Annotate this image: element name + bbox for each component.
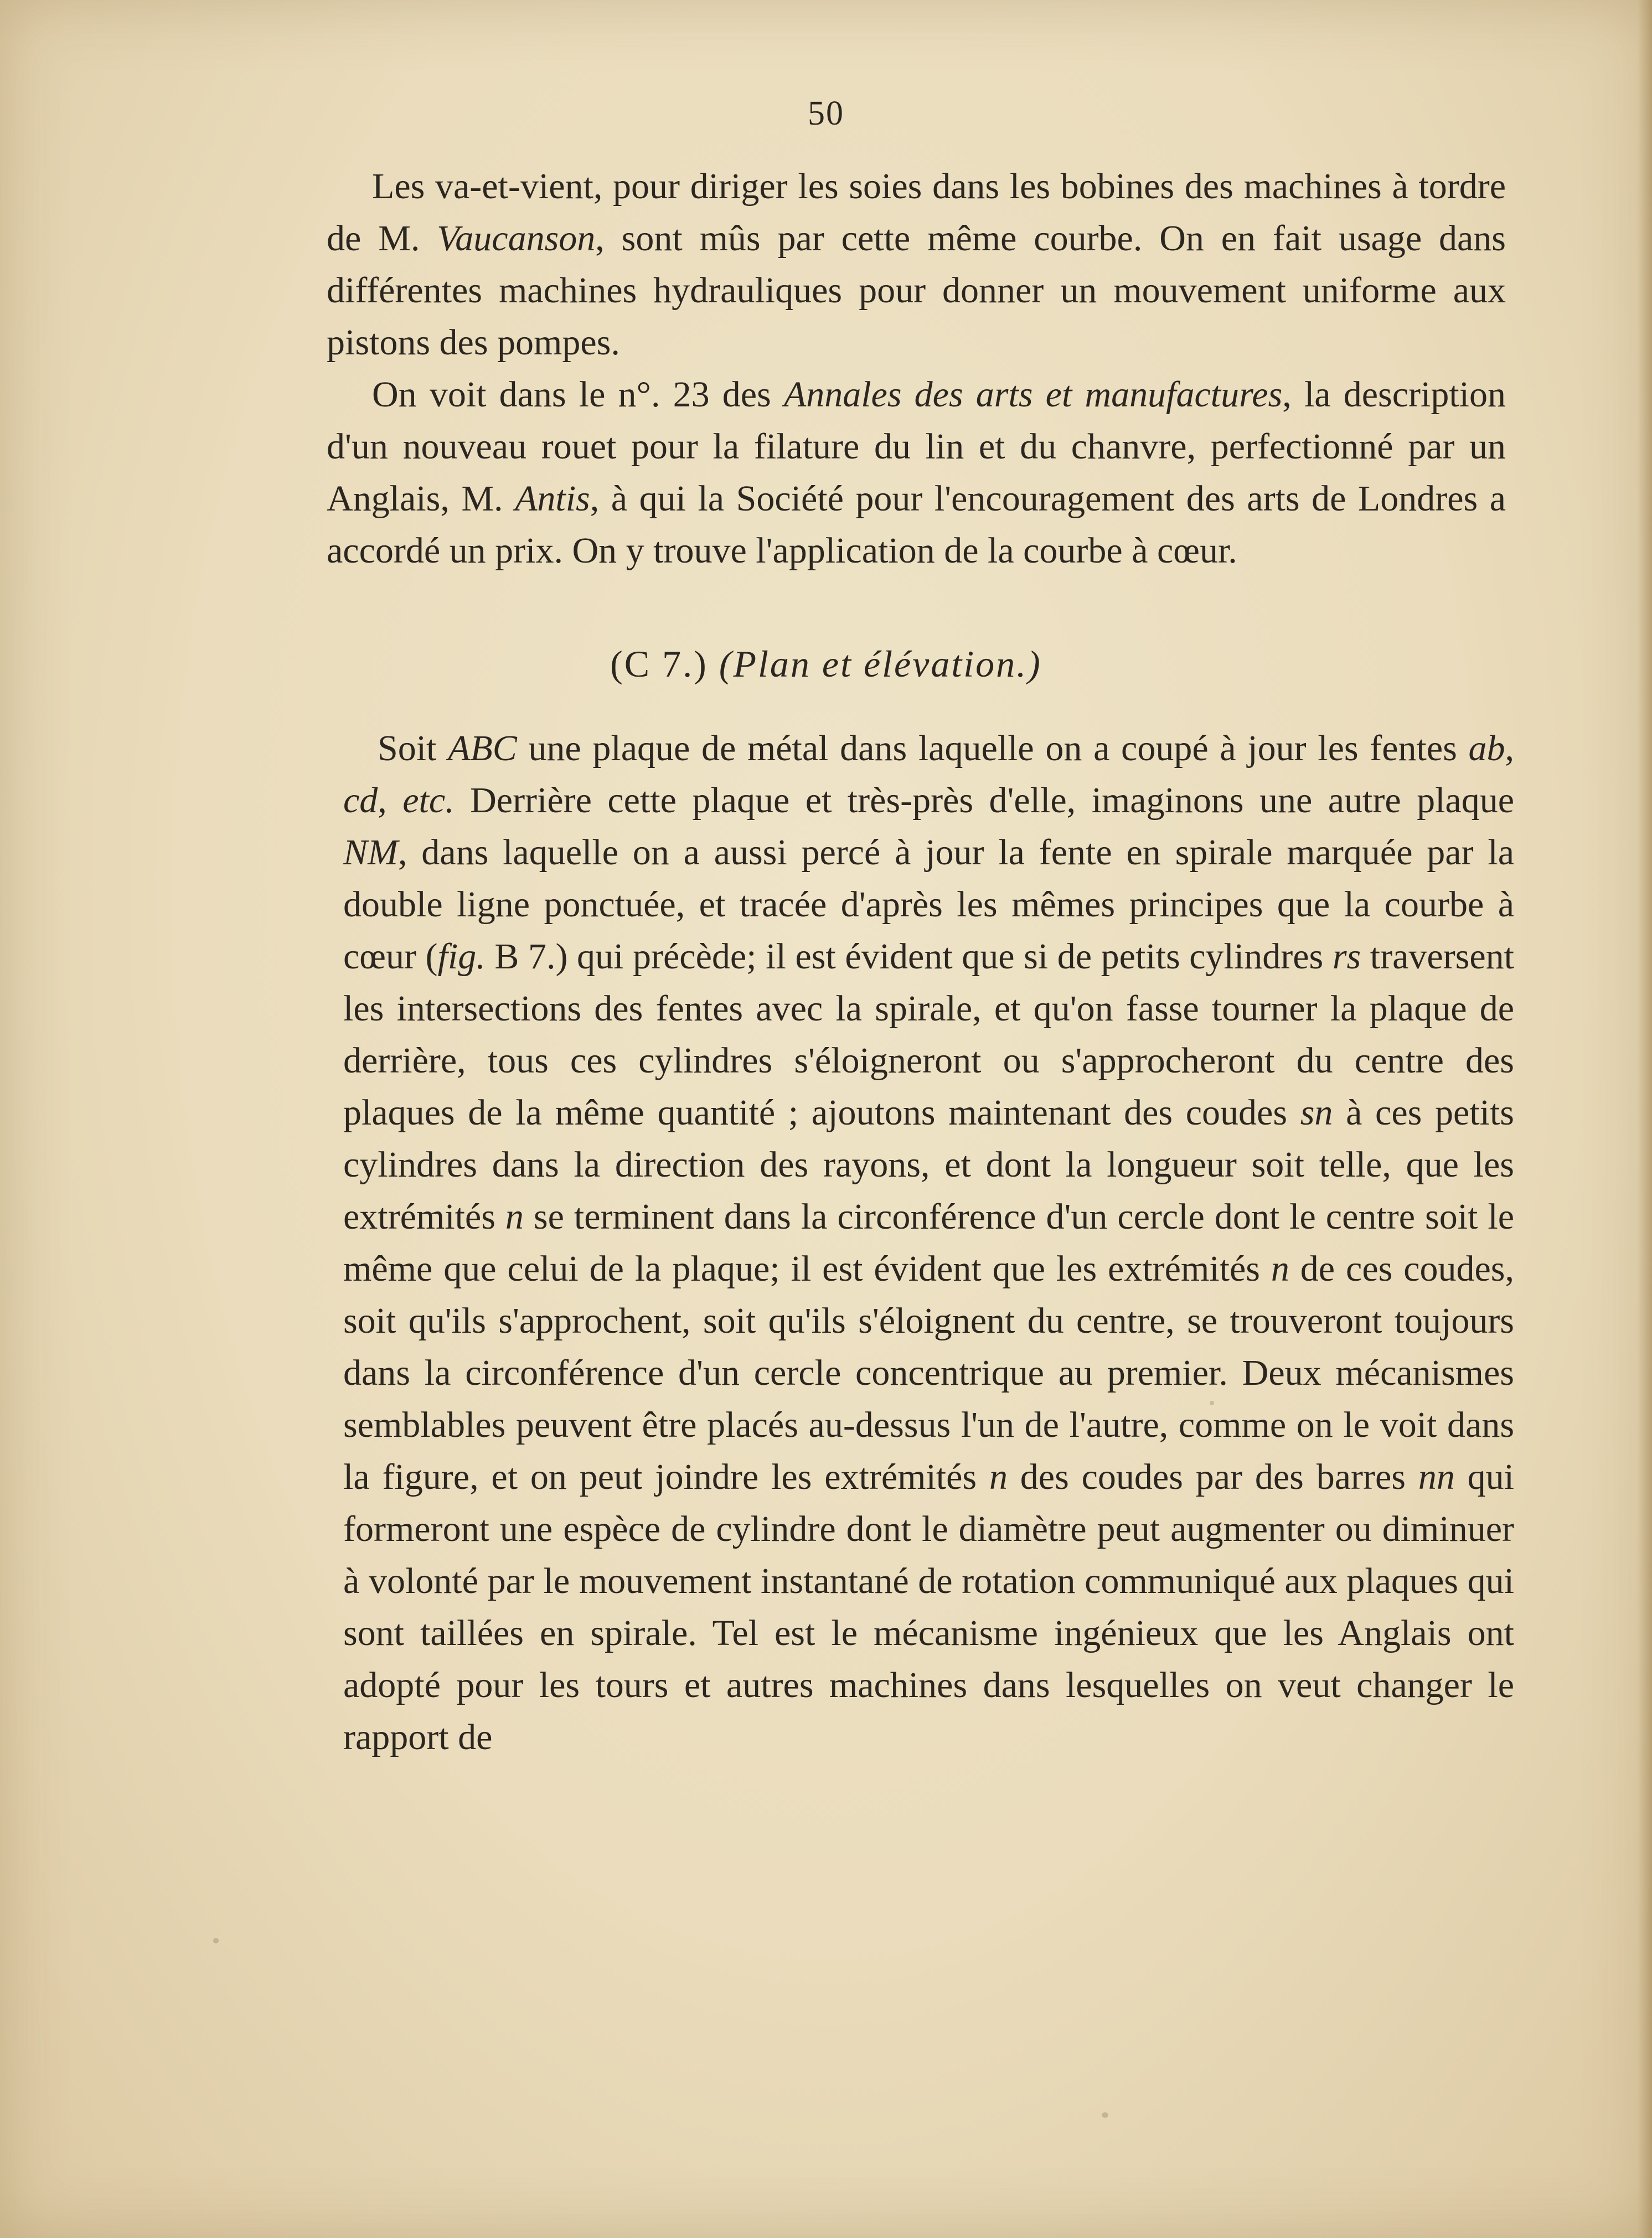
italic-symbol: cd (343, 780, 378, 821)
heading-italic: (Plan et élévation.) (719, 643, 1042, 685)
italic-symbol: rs (1332, 936, 1361, 977)
paragraph-text: des coudes par des barres (1007, 1457, 1418, 1497)
italic-symbol: nn (1418, 1457, 1455, 1497)
italic-symbol: etc. (402, 780, 455, 821)
italic-symbol: n (505, 1197, 524, 1237)
paragraph-text: traversent les intersections des fentes avec la spirale, et qu'on fasse tourner la plaque de derrière, tous ces cylindres s'éloigneront ou s'approcheront du centre des plaques de la même quantité ; ajoutons maintenant des coudes (343, 936, 1514, 1133)
heading-label: (C 7.) (610, 643, 719, 685)
paragraph-text: , (1505, 728, 1514, 769)
italic-symbol: n (989, 1457, 1008, 1497)
paragraph-text: , la description d'un nouveau rouet pour la filature du lin et du chanvre, perfectionné par un Anglais, M. (327, 374, 1506, 519)
paragraph-text: une plaque de métal dans laquelle on a coupé à jour les fentes (517, 728, 1469, 769)
paragraph-text: , dans laquelle on a aussi percé à jour la fente en spirale marquée par la double ligne ponctuée, et tracée d'après les mêmes principes que la courbe à cœur ( (343, 832, 1514, 977)
ink-spot (213, 1938, 219, 1943)
text-block-top (327, 161, 1506, 577)
italic-symbol: fig. (437, 936, 486, 977)
paragraph-text: , à qui la Société pour l'encouragement des arts de Londres a accordé un prix. On y trouve l'application de la courbe à cœur. (327, 478, 1506, 571)
paragraph-text: se terminent dans la circonférence d'un cercle dont le centre soit le même que celui de la plaque; il est évident que les extrémités (343, 1197, 1514, 1289)
italic-symbol: NM (343, 832, 398, 873)
italic-symbol: n (1271, 1249, 1289, 1289)
paragraph-text: Soit (378, 728, 448, 769)
paragraph-text: Les va-et-vient, pour diriger les soies dans les bobines des machines à tordre de M. (327, 166, 1506, 259)
paragraph-annales (327, 369, 1506, 577)
page-edge-shadow (1638, 0, 1652, 2238)
paragraph-text: Derrière cette plaque et très-près d'elle, imaginons une autre plaque (454, 780, 1514, 821)
italic-symbol: ab (1468, 728, 1505, 769)
ink-spot (1210, 1401, 1214, 1405)
paragraph-mechanism (343, 723, 1514, 1763)
paragraph-text: de ces coudes, soit qu'ils s'approchent, soit qu'ils s'éloignent du centre, se trouveront toujours dans la circonférence d'un cercle concentrique au premier. Deux mécanismes semblables peuvent être placés au-dessus l'un de l'autre, comme on le voit dans la figure, et on peut joindre les extrémités (343, 1249, 1514, 1497)
italic-symbol: ABC (448, 728, 517, 769)
italic-name: Vaucanson (437, 218, 596, 259)
paragraph-text: , (378, 780, 403, 821)
italic-symbol: sn (1300, 1092, 1333, 1133)
italic-name: Antis (515, 478, 590, 519)
paragraph-text: qui formeront une espèce de cylindre dont le diamètre peut augmenter ou diminuer à volonté par le mouvement instantané de rotation communiqué aux plaques qui sont taillées en spirale. Tel est le mécanisme ingénieux que les Anglais ont adopté pour les tours et autres machines dans lesquelles on veut changer le rapport de (343, 1457, 1515, 1757)
paragraph-text: B 7.) qui précède; il est évident que si de petits cylindres (485, 936, 1333, 977)
paragraph-text: , sont mûs par cette même courbe. On en fait usage dans différentes machines hydrauliques pour donner un mouvement uniforme aux pistons des pompes. (327, 218, 1506, 363)
section-heading (0, 642, 1652, 686)
paragraph-text: à ces petits cylindres dans la direction des rayons, et dont la longueur soit telle, que les extrémités (343, 1092, 1514, 1237)
paragraph-text: On voit dans le n°. 23 des (372, 374, 784, 415)
paragraph-vaucanson (327, 161, 1506, 369)
page-number: 50 (808, 95, 844, 132)
italic-title: Annales des arts et manufactures (783, 374, 1283, 415)
ink-spot (1102, 2112, 1108, 2118)
text-block-main (343, 723, 1514, 1763)
